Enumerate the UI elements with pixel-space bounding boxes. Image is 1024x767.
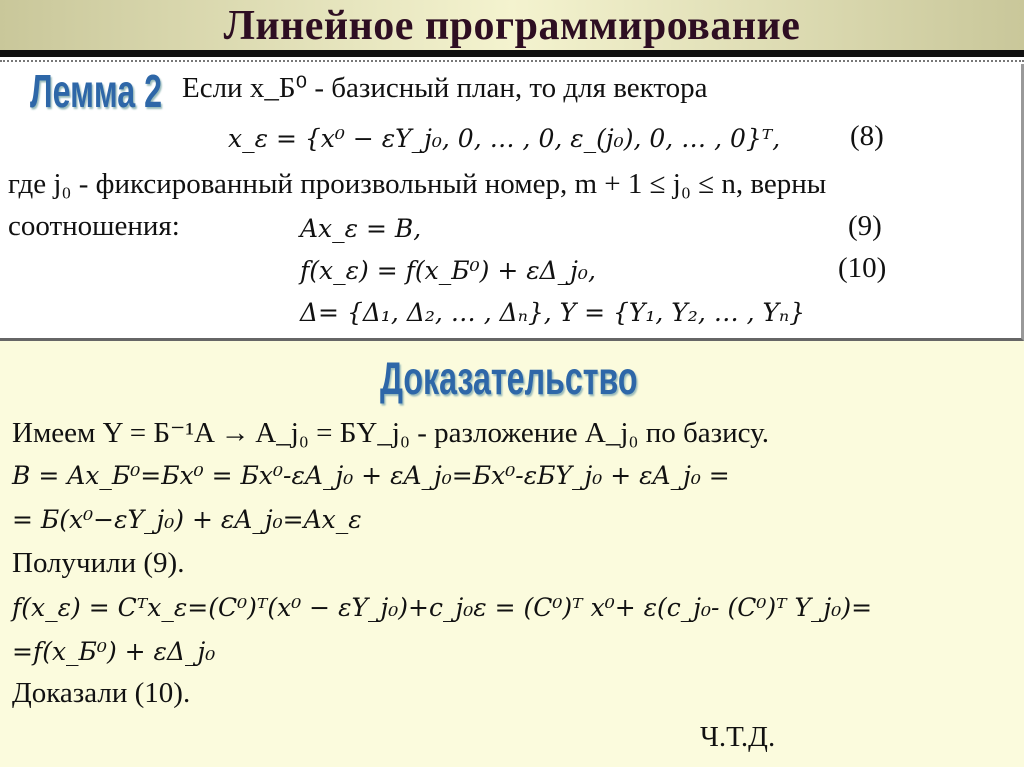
lemma-label: Лемма 2: [30, 65, 163, 117]
proof-line: = Б(x⁰−εY_j₀) + εA_j₀=Ax_ε: [12, 505, 362, 534]
equation-8: x_ε = {x⁰ − εY_j₀, 0, … , 0, ε_(j₀), 0, … , 0}ᵀ,: [228, 124, 781, 153]
proof-label: Доказательство: [380, 352, 638, 404]
equation-10-number: (10): [838, 252, 887, 284]
proof-line: B = Ax_Б⁰=Бx⁰ = Бx⁰-εA_j₀ + εA_j₀=Бx⁰-εБY_j₀ + εA_j₀ =: [12, 461, 730, 490]
proof-line: f(x_ε) = Cᵀx_ε=(C⁰)ᵀ(x⁰ − εY_j₀)+c_j₀ε = (C⁰)ᵀ x⁰+ ε(c_j₀- (C⁰)ᵀ Y_j₀)=: [12, 593, 873, 622]
lemma-where: где j₀ - фиксированный произвольный номер, m + 1 ≤ j₀ ≤ n, верны: [8, 168, 827, 200]
equation-9-number: (9): [848, 210, 882, 242]
proof-line: Доказали (10).: [12, 677, 191, 709]
equation-9: Ax_ε = B,: [300, 214, 422, 243]
definitions: Δ= {Δ₁, Δ₂, … , Δₙ}, Y = {Y₁, Y₂, … , Yₙ}: [300, 298, 806, 327]
relations-label: соотношения:: [8, 210, 180, 242]
proof-line: Получили (9).: [12, 547, 185, 579]
lemma-intro: Если x_Б⁰ - базисный план, то для вектора: [182, 72, 708, 104]
dotted-divider: [0, 60, 1024, 62]
proof-line: Имеем Y = Б⁻¹A → A_j₀ = БY_j₀ - разложение A_j₀ по базису.: [12, 417, 769, 449]
equation-8-number: (8): [850, 120, 884, 152]
equation-10: f(x_ε) = f(x_Б⁰) + εΔ_j₀,: [300, 256, 596, 285]
slide-header: [0, 0, 1024, 50]
lemma-box: [0, 64, 1024, 341]
qed: Ч.Т.Д.: [700, 721, 776, 753]
header-divider: [0, 50, 1024, 57]
proof-line: =f(x_Б⁰) + εΔ_j₀: [12, 637, 216, 666]
slide-title: Линейное программирование: [223, 3, 801, 49]
proof-box: [0, 341, 1024, 767]
